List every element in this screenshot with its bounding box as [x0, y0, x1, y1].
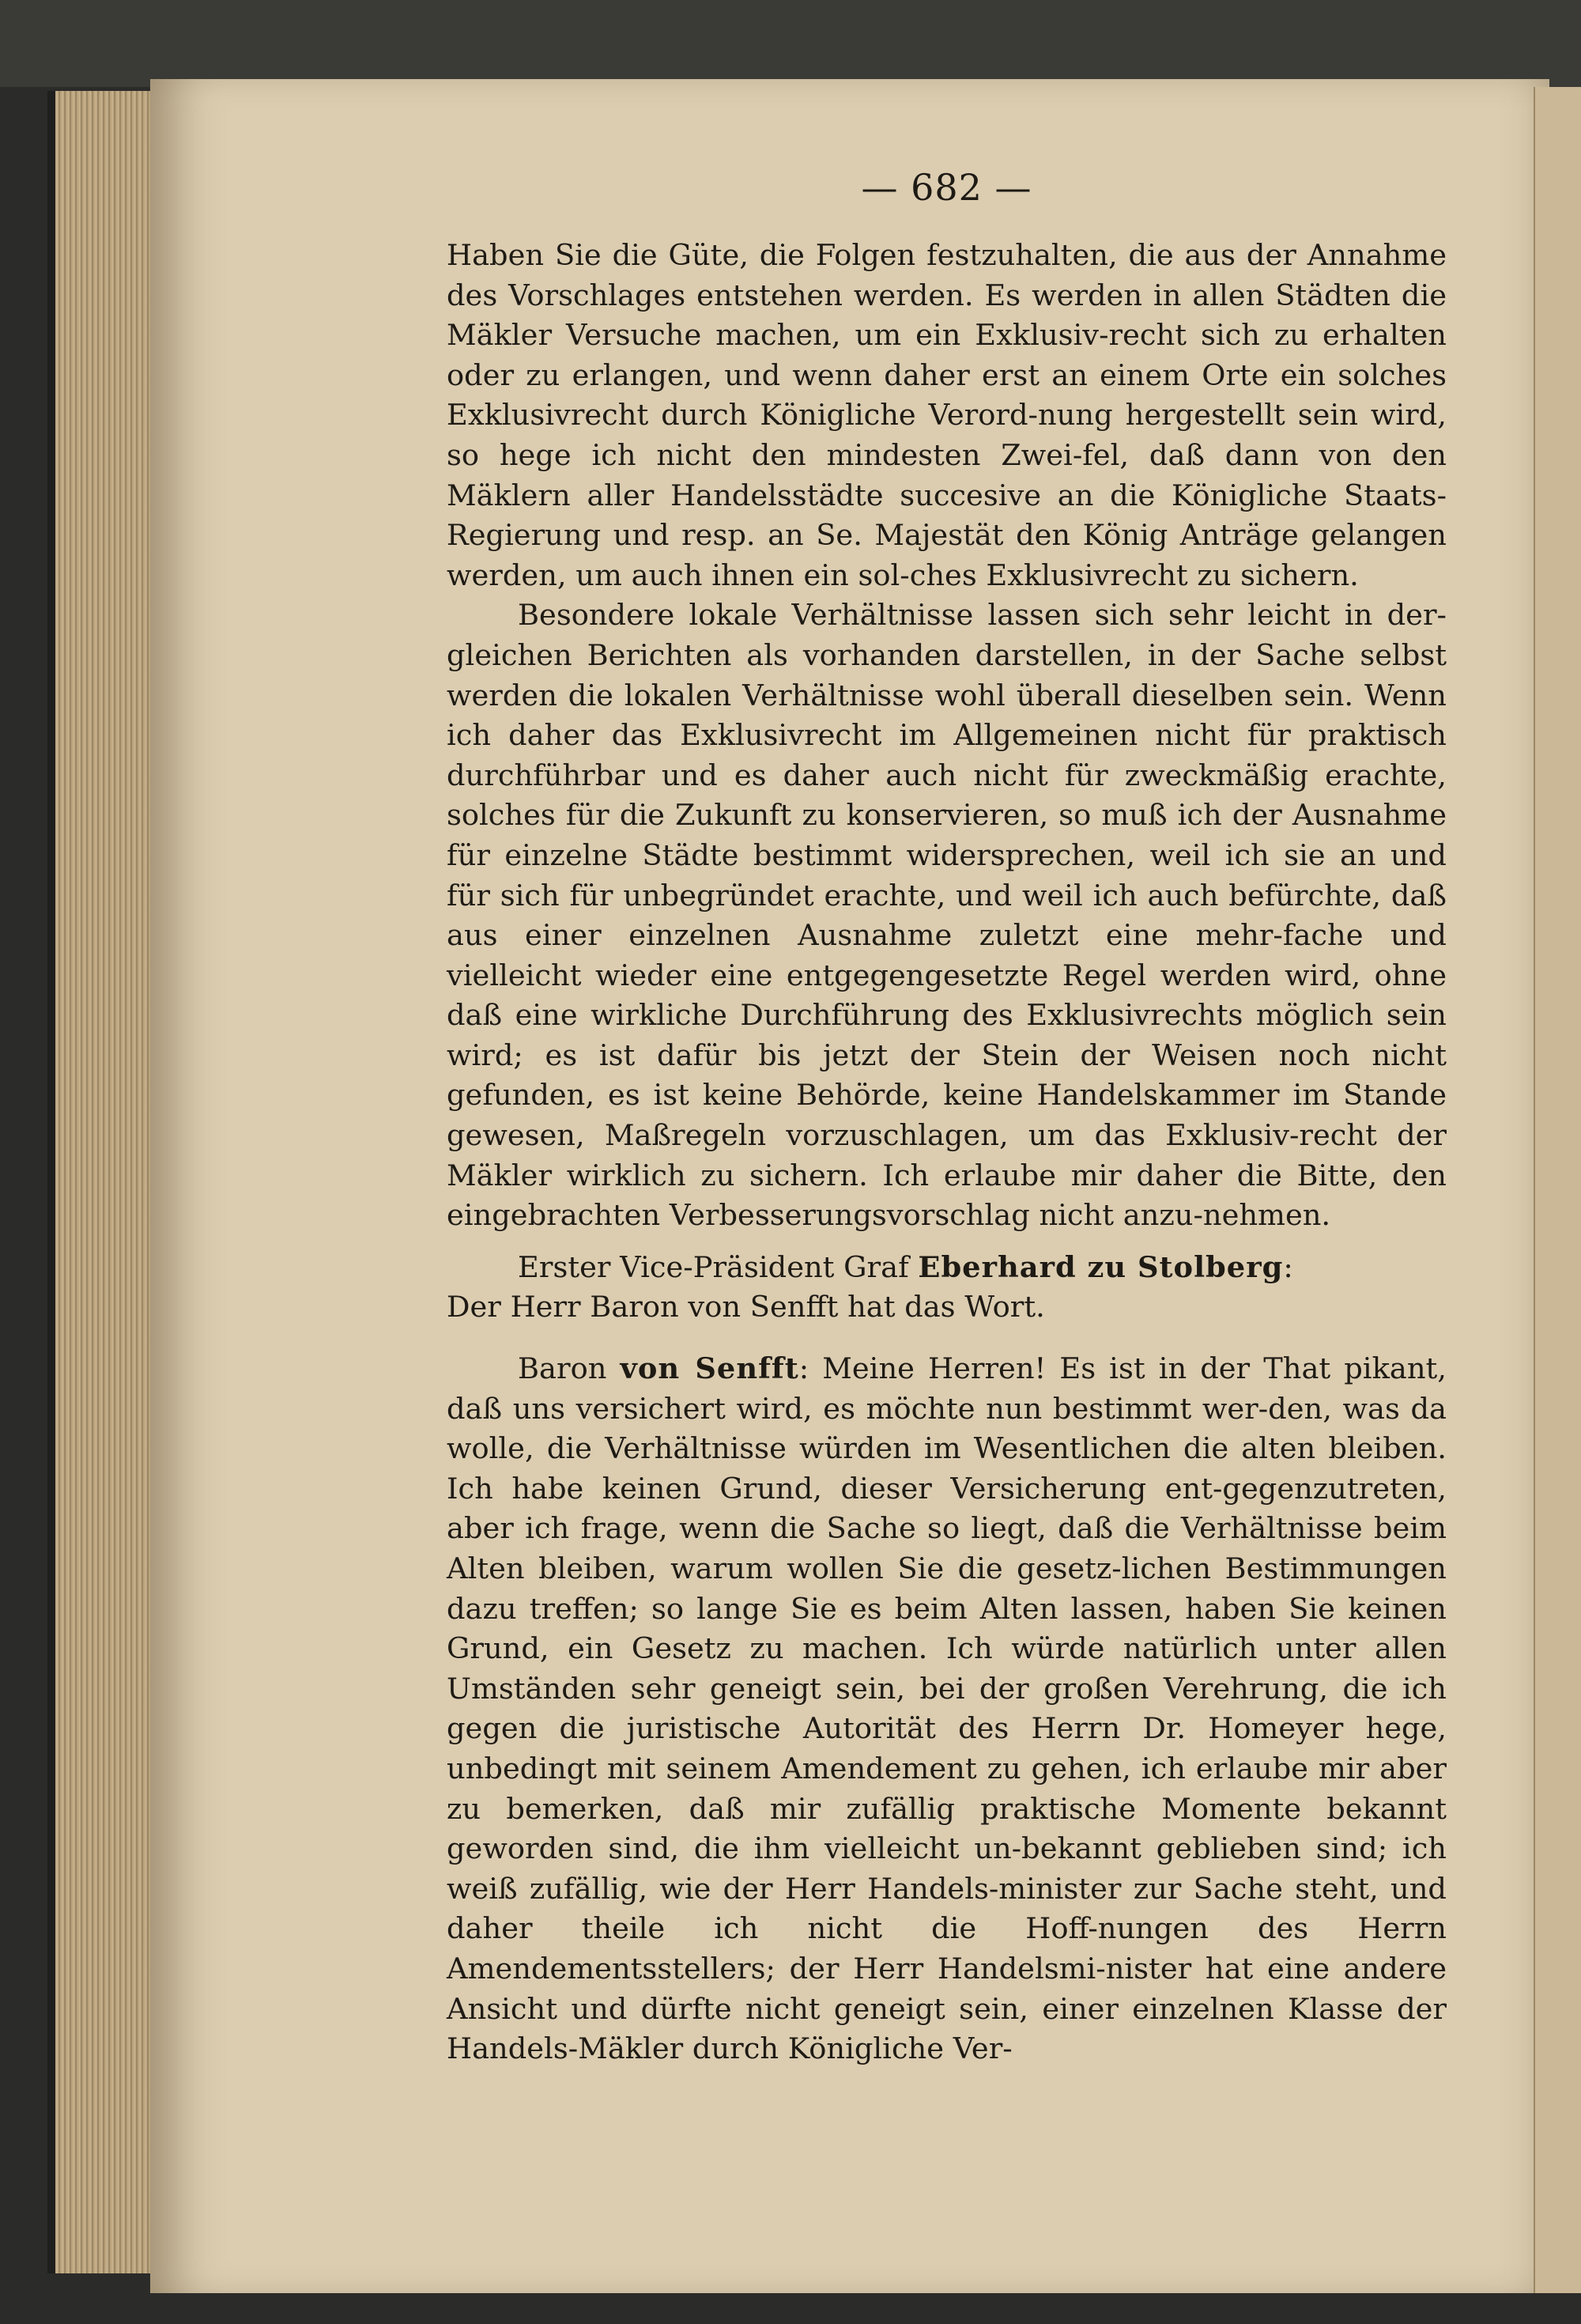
speaker-name-stolberg: Eberhard zu Stolberg: [918, 1249, 1284, 1284]
paragraph-4: [447, 1348, 1447, 2069]
speaker-name-senfft: von Senfft: [620, 1351, 799, 1386]
facing-page-edge: [1534, 87, 1581, 2293]
page-text: [447, 166, 1447, 2069]
book-cover-top: [0, 0, 1581, 87]
paragraph-4-text: : Meine Herren! Es ist in der That pikant, daß uns versichert wird, es möchte nun bestimmt wer-den, was da wolle, die Verhältnisse würden im Wesentlichen die alten bleiben. Ich habe keinen Grund, dieser Versicherung ent-gegenzutreten, aber ich frage, wenn die Sache so liegt, daß die Verhältnisse beim Alten bleiben, warum wollen Sie die gesetz-lichen Bestimmungen dazu treffen; so lange Sie es beim Alten lassen, haben Sie keinen Grund, ein Gesetz zu machen. Ich würde natürlich unter allen Umständen sehr geneigt sein, bei der großen Verehrung, die ich gegen die juristische Autorität des Herrn Dr. Homeyer hege, unbedingt mit seinem Amendement zu gehen, ich erlaube mir aber zu bemerken, daß mir zufällig praktische Momente bekannt geworden sind, die ihm vielleicht un-bekannt geblieben sind; ich weiß zufällig, wie der Herr Handels-minister zur Sache steht, und daher theile ich nicht die Hoff-nungen des Herrn Amendementsstellers; der Herr Handelsmi-nister hat eine andere Ansicht und dürfte nicht geneigt sein, einer einzelnen Klasse der Handels-Mäkler durch Königliche Ver-: [447, 1351, 1447, 2066]
page-number: — 682 —: [861, 166, 1032, 209]
paragraph-2: Besondere lokale Verhältnisse lassen sich sehr leicht in der-gleichen Berichten als vorhanden darstellen, in der Sache selbst werden die lokalen Verhältnisse wohl überall dieselben sein. Wenn ich daher das Exklusivrecht im Allgemeinen nicht für praktisch durchführbar und es daher auch nicht für zweckmäßig erachte, solches für die Zukunft zu konservieren, so muß ich der Ausnahme für einzelne Städte bestimmt widersprechen, weil ich sie an und für sich für unbegründet erachte, und weil ich auch befürchte, daß aus einer einzelnen Ausnahme zuletzt eine mehr-fache und vielleicht wieder eine entgegengesetzte Regel werden wird, ohne daß eine wirkliche Durchführung des Exklusivrechts möglich sein wird; es ist dafür bis jetzt der Stein der Weisen noch nicht gefunden, es ist keine Behörde, keine Handelskammer im Stande gewesen, Maßregeln vorzuschlagen, um das Exklusiv-recht der Mäkler wirklich zu sichern. Ich erlaube mir daher die Bitte, den eingebrachten Verbesserungsvorschlag nicht anzu-nehmen.: [447, 598, 1447, 1233]
paragraph-3-text: Der Herr Baron von Senfft hat das Wort.: [447, 1290, 1045, 1324]
paragraph-1: Haben Sie die Güte, die Folgen festzuhalten, die aus der Annahme des Vorschlages entstehen werden. Es werden in allen Städten die Mäkler Versuche machen, um ein Exklusiv-recht sich zu erhalten oder zu erlangen, und wenn daher erst an einem Orte ein solches Exklusivrecht durch Königliche Verord-nung hergestellt sein wird, so hege ich nicht den mindesten Zwei-fel, daß dann von den Mäklern aller Handelsstädte succesive an die Königliche Staats-Regierung und resp. an Se. Majestät den König Anträge gelangen werden, um auch ihnen ein sol-ches Exklusivrecht zu sichern.: [447, 238, 1447, 592]
speaker-prefix: Baron: [518, 1351, 607, 1386]
paragraph-3: [447, 1247, 1447, 1328]
speaker-title: Erster Vice-Präsident Graf: [518, 1249, 909, 1284]
page-stack-edge: [47, 91, 166, 2273]
speaker-colon: :: [1283, 1249, 1293, 1284]
